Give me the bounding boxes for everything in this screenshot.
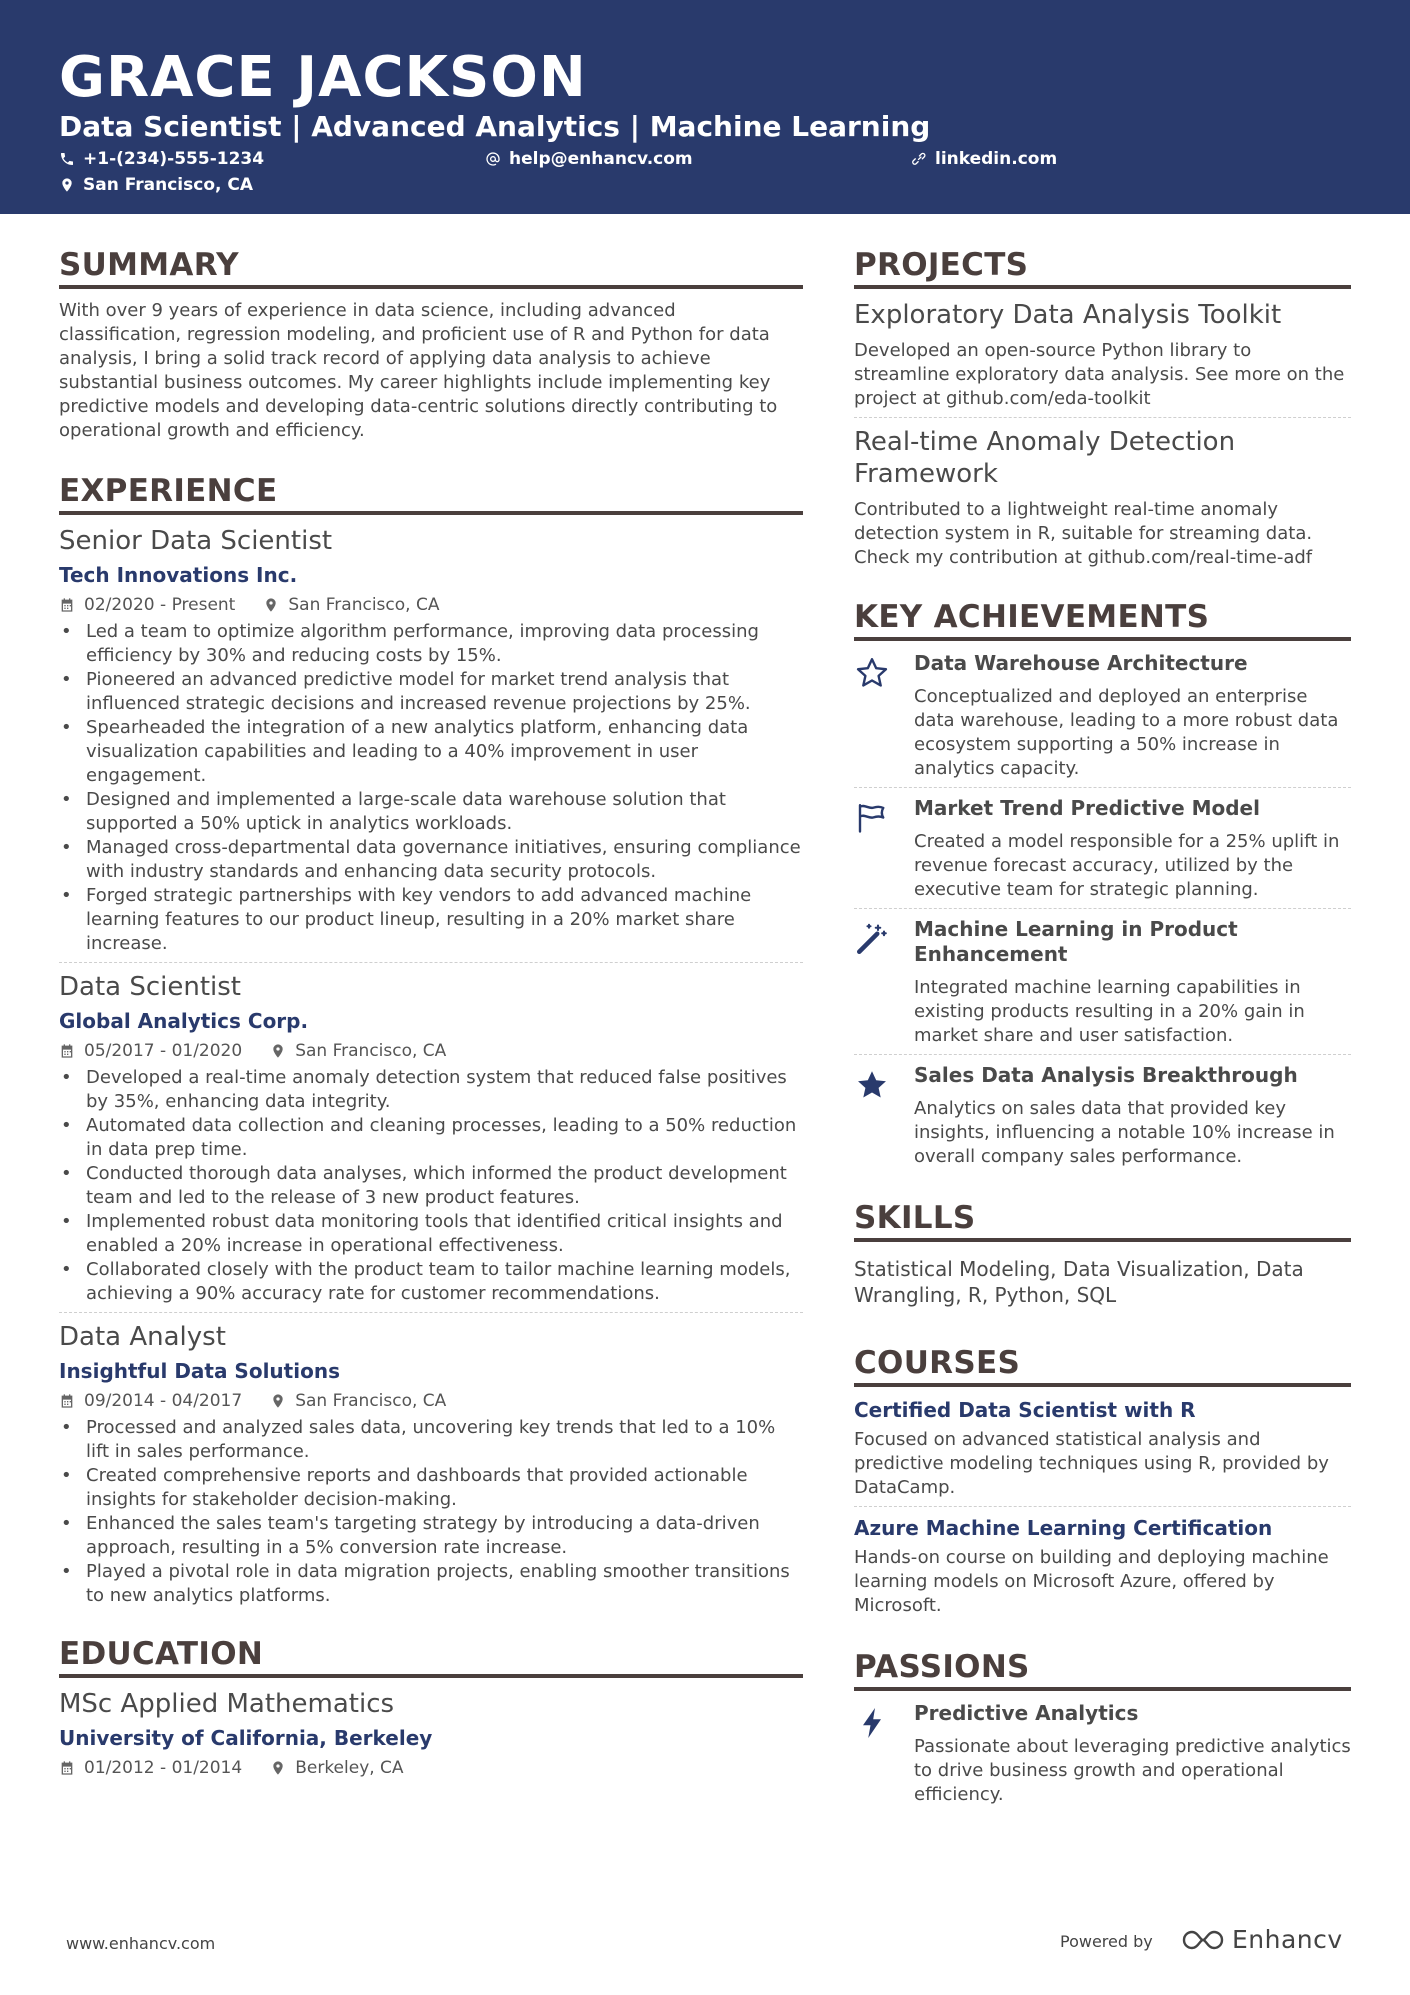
course-title: Azure Machine Learning Certification [854,1516,1273,1540]
bullet-item: • Spearheaded the integration of a new analytics platform, enhancing data visualization capabilities and leading to a 40% improvement in user engagement. [59,716,803,788]
divider [854,1054,1351,1055]
contact-linkedin[interactable] [911,148,1057,170]
company-name: Tech Innovations Inc. [59,563,298,587]
achievement-entry [854,651,1351,781]
skills-text: Statistical Modeling, Data Visualization, Data Wrangling, R, Python, SQL [854,1257,1304,1307]
achievements-heading: KEY ACHIEVEMENTS [854,598,1351,641]
job-bullets [59,1066,803,1306]
experience-entry [59,971,803,1306]
left-column [59,246,803,1783]
calendar-icon [59,1393,75,1409]
achievements-section [854,598,1351,1169]
location-pin-icon [270,1760,286,1776]
passion-title: Predictive Analytics [914,1701,1139,1725]
location-pin-icon [270,1393,286,1409]
course-title: Certified Data Scientist with R [854,1398,1196,1422]
location-pin-icon [59,177,75,193]
calendar-icon [59,1760,75,1776]
education-section [59,1635,803,1779]
project-text: Contributed to a lightweight real-time anomaly detection system in R, suitable for streaming data. Check my contribution at github.com/real-time-adf [854,499,1313,568]
courses-section [854,1344,1351,1618]
achievement-entry [854,1063,1351,1169]
education-meta [59,1757,803,1779]
bullet-item: • Pioneered an advanced predictive model for market trend analysis that influenced strategic decisions and increased revenue projections by 25%. [59,668,803,716]
bullet-item: • Designed and implemented a large-scale data warehouse solution that supported a 50% uptick in analytics workloads. [59,788,803,836]
education-dates: 01/2012 - 01/2014 [84,1758,243,1778]
job-location: San Francisco, CA [295,1391,447,1411]
contact-location [59,174,253,196]
bullet-item: • Processed and analyzed sales data, uncovering key trends that led to a 10% lift in sales performance. [59,1416,803,1464]
job-meta [59,1390,803,1412]
skills-section [854,1199,1351,1308]
bullet-item: • Led a team to optimize algorithm performance, improving data processing efficiency by 30% and reducing costs by 15%. [59,620,803,668]
contact-email[interactable] [485,148,693,170]
course-text: Focused on advanced statistical analysis and predictive modeling techniques using R, provided by DataCamp. [854,1429,1329,1498]
project-title: Real-time Anomaly Detection Framework [854,427,1236,489]
courses-heading: COURSES [854,1344,1351,1387]
achievement-title: Data Warehouse Architecture [914,651,1248,675]
passion-entry [854,1701,1351,1807]
bullet-item: • Managed cross-departmental data governance initiatives, ensuring compliance with industry standards and enhancing data security protocols. [59,836,803,884]
achievement-title: Machine Learning in Product Enhancement [914,917,1238,966]
bullet-item: • Conducted thorough data analyses, which informed the product development team and led to the release of 3 new product features. [59,1162,803,1210]
company-name: Global Analytics Corp. [59,1009,309,1033]
email-text: help@enhancv.com [509,149,693,169]
divider [854,787,1351,788]
location-pin-icon [263,597,279,613]
project-entry [854,299,1351,411]
location-pin-icon [270,1043,286,1059]
job-dates: 09/2014 - 04/2017 [84,1391,243,1411]
education-location: Berkeley, CA [295,1758,404,1778]
summary-text: With over 9 years of experience in data science, including advanced classification, regression modeling, and proficient use of R and Python for data analysis, I bring a solid track record of applying data analysis to achieve substantial business outcomes. My career highlights include implementing key predictive models and developing data-centric solutions directly contributing to operational growth and efficiency. [59,300,778,441]
at-icon [485,151,501,167]
project-title: Exploratory Data Analysis Toolkit [854,300,1282,330]
experience-entry [59,525,803,956]
passion-text: Passionate about leveraging predictive analytics to drive business growth and operational efficiency. [914,1736,1351,1805]
bullet-item: • Collaborated closely with the product team to tailor machine learning models, achieving a 90% accuracy rate for customer recommendations. [59,1258,803,1306]
project-entry [854,426,1351,570]
star-filled-icon [854,1063,914,1169]
bullet-item: • Developed a real-time anomaly detection system that reduced false positives by 35%, enhancing data integrity. [59,1066,803,1114]
projects-section [854,246,1351,570]
passions-section [854,1648,1351,1807]
job-dates: 02/2020 - Present [84,595,236,615]
achievement-text: Integrated machine learning capabilities in existing products resulting in a 20% gain in market share and user satisfaction. [914,977,1305,1046]
calendar-icon [59,597,75,613]
bullet-item: • Created comprehensive reports and dashboards that provided actionable insights for stakeholder decision-making. [59,1464,803,1512]
experience-entry [59,1321,803,1608]
linkedin-text: linkedin.com [935,149,1058,169]
footer-powered-by: Powered by [1060,1932,1153,1951]
job-location: San Francisco, CA [288,595,440,615]
course-entry [854,1397,1351,1500]
location-text: San Francisco, CA [83,175,254,195]
projects-heading: PROJECTS [854,246,1351,289]
job-bullets [59,1416,803,1608]
bullet-item: • Automated data collection and cleaning processes, leading to a 50% reduction in data prep time. [59,1114,803,1162]
calendar-icon [59,1043,75,1059]
achievement-entry [854,796,1351,902]
achievement-entry [854,917,1351,1048]
achievement-title: Sales Data Analysis Breakthrough [914,1063,1298,1087]
company-name: Insightful Data Solutions [59,1359,340,1383]
phone-icon [59,151,75,167]
divider [854,417,1351,418]
job-dates: 05/2017 - 01/2020 [84,1041,243,1061]
footer-website[interactable]: www.enhancv.com [66,1934,216,1953]
magic-wand-icon [854,917,914,1048]
star-outline-icon [854,651,914,781]
passions-heading: PASSIONS [854,1648,1351,1691]
project-text: Developed an open-source Python library to streamline exploratory data analysis. See more on the project at github.com/eda-toolkit [854,340,1345,409]
enhancv-logo-icon [1180,1927,1226,1953]
bullet-item: • Implemented robust data monitoring tools that identified critical insights and enabled a 20% increase in operational effectiveness. [59,1210,803,1258]
divider [854,908,1351,909]
contact-phone[interactable] [59,148,264,170]
right-column [854,246,1351,1807]
job-title: Data Analyst [59,1322,226,1352]
divider [59,1312,803,1313]
flag-icon [854,796,914,902]
link-icon [911,151,927,167]
summary-heading: SUMMARY [59,246,803,289]
candidate-name: GRACE JACKSON [59,45,587,110]
experience-heading: EXPERIENCE [59,472,803,515]
bullet-item: • Played a pivotal role in data migration projects, enabling smoother transitions to new analytics platforms. [59,1560,803,1608]
achievement-text: Analytics on sales data that provided key insights, influencing a notable 10% increase in overall company sales performance. [914,1098,1335,1167]
education-heading: EDUCATION [59,1635,803,1678]
job-meta [59,1040,803,1062]
achievement-text: Created a model responsible for a 25% uplift in revenue forecast accuracy, utilized by the executive team for strategic planning. [914,831,1340,900]
divider [59,962,803,963]
achievement-text: Conceptualized and deployed an enterprise data warehouse, leading to a more robust data ecosystem supporting a 50% increase in analytics capacity. [914,686,1339,779]
skills-heading: SKILLS [854,1199,1351,1242]
job-title: Data Scientist [59,972,241,1002]
course-text: Hands-on course on building and deploying machine learning models on Microsoft Azure, offered by Microsoft. [854,1547,1329,1616]
course-entry [854,1515,1351,1618]
school-name: University of California, Berkeley [59,1726,433,1750]
job-bullets [59,620,803,956]
achievement-title: Market Trend Predictive Model [914,796,1260,820]
degree-title: MSc Applied Mathematics [59,1689,395,1719]
divider [854,1506,1351,1507]
job-location: San Francisco, CA [295,1041,447,1061]
headline: Data Scientist | Advanced Analytics | Machine Learning [59,110,931,143]
bullet-item: • Enhanced the sales team's targeting strategy by introducing a data-driven approach, resulting in a 5% conversion rate increase. [59,1512,803,1560]
bullet-item: • Forged strategic partnerships with key vendors to add advanced machine learning features to our product lineup, resulting in a 20% market share increase. [59,884,803,956]
job-meta [59,594,803,616]
job-title: Senior Data Scientist [59,526,333,556]
enhancv-logo-text: Enhancv [1232,1925,1343,1954]
summary-section [59,246,803,443]
resume-header [0,0,1410,214]
lightning-icon [854,1701,914,1807]
enhancv-logo[interactable] [1180,1925,1343,1954]
experience-section [59,472,803,1608]
phone-text: +1-(234)-555-1234 [83,149,265,169]
